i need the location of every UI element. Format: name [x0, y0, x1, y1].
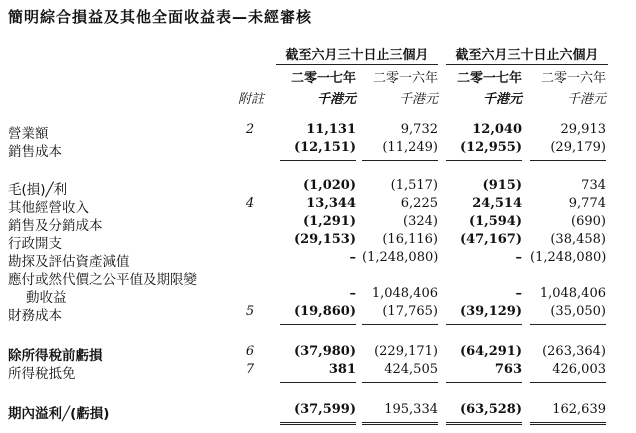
row-note: 4 — [245, 196, 255, 211]
row-value: 162,639 — [552, 402, 606, 417]
table-row — [0, 140, 636, 158]
row-value: (39,129) — [459, 304, 522, 319]
row-value: (35,050) — [550, 304, 606, 319]
header-unit-col2: 千港元 — [398, 92, 438, 107]
header-year-col3: 二零一七年 — [456, 71, 522, 86]
row-value: 24,514 — [472, 196, 522, 211]
row-label: 動收益 — [26, 290, 67, 306]
subtotal-rule — [446, 324, 522, 325]
row-label: 除所得稅前虧損 — [8, 348, 103, 364]
table-row — [0, 304, 636, 322]
subtotal-rule — [280, 324, 356, 325]
row-value: 11,131 — [306, 122, 356, 137]
total-double-rule — [280, 422, 356, 425]
subtotal-rule — [362, 382, 438, 383]
table-row — [0, 122, 636, 140]
row-value: (29,153) — [293, 232, 356, 247]
row-label: 勘探及評估資產減值 — [8, 254, 130, 270]
row-value: (229,171) — [374, 344, 438, 359]
row-value: (1,248,080) — [530, 250, 607, 265]
table-row — [0, 196, 636, 214]
row-value: (12,955) — [459, 140, 522, 155]
subtotal-rule — [362, 160, 438, 161]
header-rule-six-months — [446, 64, 608, 65]
row-value: 12,040 — [472, 122, 522, 137]
row-label: 營業額 — [8, 126, 49, 142]
table-row — [0, 286, 636, 304]
row-label: 財務成本 — [8, 308, 62, 324]
row-value: (1,291) — [302, 214, 356, 229]
row-value: (63,528) — [459, 402, 522, 417]
row-value: 763 — [494, 362, 522, 377]
header-unit-col4: 千港元 — [566, 92, 606, 107]
row-value: 1,048,406 — [539, 286, 606, 301]
row-value: 424,505 — [384, 362, 438, 377]
row-label: 其他經營收入 — [8, 200, 89, 216]
subtotal-rule — [446, 160, 522, 161]
table-row — [0, 344, 636, 362]
row-value: (1,594) — [468, 214, 522, 229]
row-value: 1,048,406 — [371, 286, 438, 301]
row-value: (690) — [571, 214, 606, 229]
row-value: (29,179) — [550, 140, 606, 155]
row-value: – — [349, 286, 356, 301]
row-value: 195,334 — [384, 402, 438, 417]
row-label: 毛(損)╱利 — [8, 182, 68, 198]
row-value: (64,291) — [459, 344, 522, 359]
subtotal-rule — [530, 324, 606, 325]
row-value: 9,732 — [400, 122, 438, 137]
subtotal-rule — [280, 160, 356, 161]
row-value: – — [515, 286, 522, 301]
statement-title: 簡明綜合損益及其他全面收益表—未經審核 — [8, 8, 313, 26]
row-value: (324) — [403, 214, 438, 229]
row-note: 7 — [245, 362, 255, 377]
row-label: 所得稅抵免 — [8, 366, 76, 382]
header-rule-three-months — [276, 64, 438, 65]
row-value: (19,860) — [293, 304, 356, 319]
row-value: 9,774 — [568, 196, 606, 211]
row-label: 期內溢利╱(虧損) — [8, 406, 110, 422]
row-value: (12,151) — [293, 140, 356, 155]
row-value: 13,344 — [306, 196, 356, 211]
row-value: – — [515, 250, 522, 265]
row-label: 銷售及分銷成本 — [8, 218, 103, 234]
row-value: (11,249) — [382, 140, 438, 155]
subtotal-rule — [530, 382, 606, 383]
row-value: 29,913 — [560, 122, 606, 137]
table-row — [0, 402, 636, 420]
row-label: 行政開支 — [8, 236, 62, 252]
subtotal-rule — [530, 160, 606, 161]
row-value: (37,599) — [293, 402, 356, 417]
row-value: (37,980) — [293, 344, 356, 359]
header-year-col1: 二零一七年 — [290, 71, 356, 86]
row-value: (16,116) — [382, 232, 438, 247]
row-value: 381 — [328, 362, 356, 377]
table-row — [0, 250, 636, 268]
table-row — [0, 214, 636, 232]
total-double-rule — [446, 422, 522, 425]
subtotal-rule — [446, 382, 522, 383]
row-label: 銷售成本 — [8, 144, 62, 160]
row-value: – — [349, 250, 356, 265]
table-row — [0, 362, 636, 380]
row-value: (47,167) — [459, 232, 522, 247]
header-note: 附註 — [238, 92, 265, 107]
header-year-col2: 二零一六年 — [372, 71, 438, 86]
total-double-rule — [530, 422, 606, 425]
row-note: 6 — [245, 344, 255, 359]
row-value: (1,248,080) — [362, 250, 439, 265]
total-double-rule — [362, 422, 438, 425]
subtotal-rule — [280, 382, 356, 383]
row-note: 5 — [245, 304, 255, 319]
row-value: (1,517) — [390, 178, 438, 193]
table-row — [0, 268, 636, 286]
header-unit-col1: 千港元 — [316, 92, 356, 107]
row-value: (1,020) — [302, 178, 356, 193]
subtotal-rule — [362, 324, 438, 325]
row-value: 6,225 — [400, 196, 438, 211]
table-row — [0, 232, 636, 250]
row-value: 426,003 — [552, 362, 606, 377]
header-unit-col3: 千港元 — [482, 92, 522, 107]
header-three-months: 截至六月三十日止三個月 — [285, 48, 429, 63]
header-six-months: 截至六月三十日止六個月 — [455, 48, 599, 63]
row-value: 734 — [581, 178, 606, 193]
row-value: (38,458) — [550, 232, 606, 247]
header-year-col4: 二零一六年 — [540, 71, 606, 86]
row-value: (915) — [482, 178, 522, 193]
row-value: (263,364) — [542, 344, 606, 359]
row-value: (17,765) — [382, 304, 438, 319]
table-row — [0, 178, 636, 196]
row-label: 應付或然代價之公平值及期限變 — [8, 272, 197, 288]
row-note: 2 — [245, 122, 255, 137]
